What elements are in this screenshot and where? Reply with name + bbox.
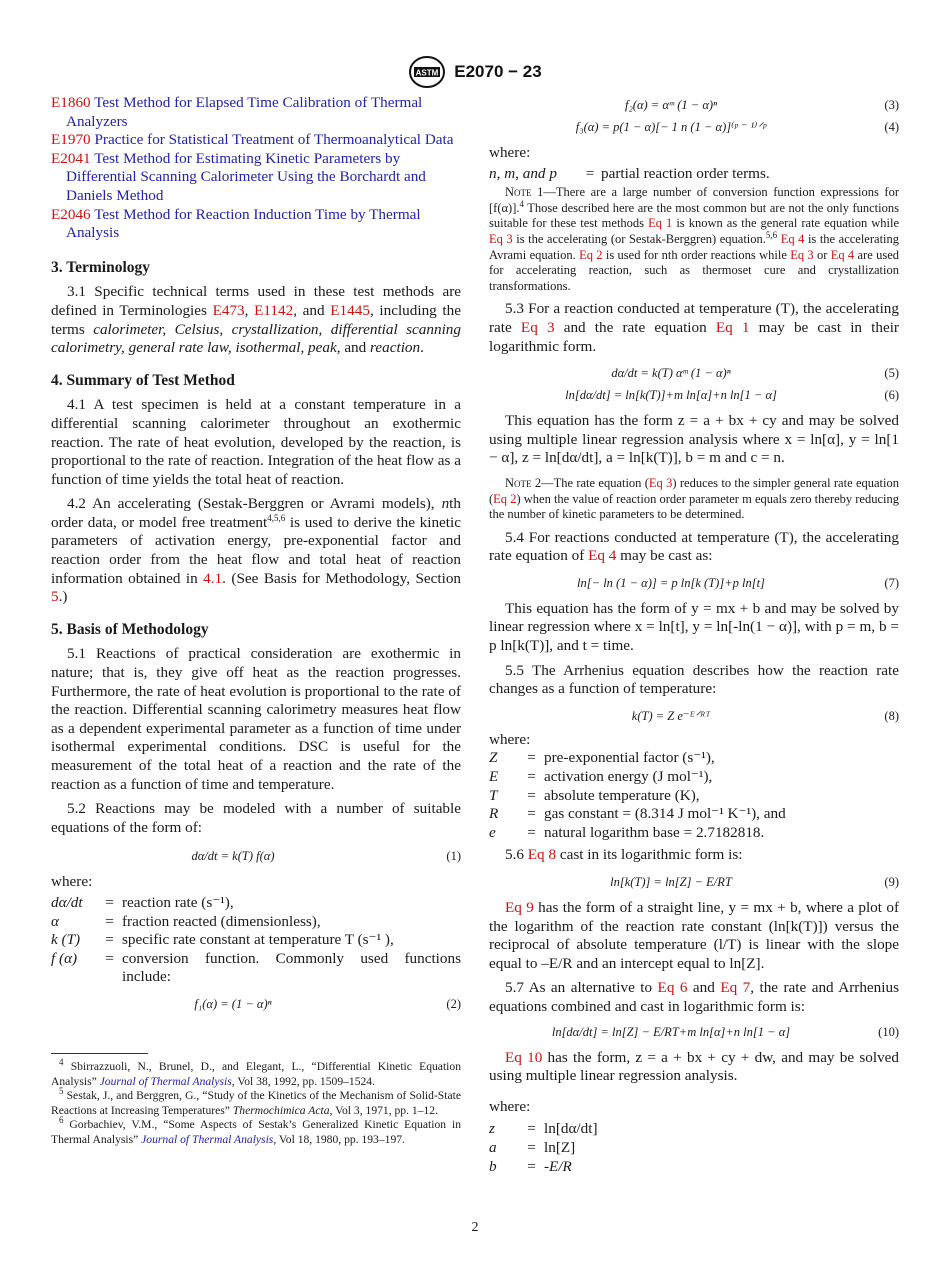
equation-6: ln[dα/dt] = ln[k(T)]+m ln[α]+n ln[1 − α] (6) [565, 388, 899, 403]
link-eq4[interactable]: Eq 4 [830, 247, 855, 262]
paragraph-4-2: 4.2 An accelerating (Sestak-Berggren or Avrami models), nth order data, or model free treatment$^{4,5,6}$ is used to derive the kinetic parameters of activation energy, pre-exponential factor and reaction order from the heat flow and total heat of reaction information obtained in 4.1. (See Basis for Methodology, Section 5.) [51, 495, 462, 606]
astm-logo-icon [408, 55, 446, 89]
definition-row: T = absolute temperature (K), [489, 786, 700, 804]
reference-item[interactable]: E2046 Test Method for Reaction Induction Time by Thermal Analysis [51, 205, 421, 242]
footnote-4: $^4$ Sbirrazzuoli, N., Brunel, D., and Elegant, L., “Differential Kinetic Equation Analysis” Journal of Thermal Analysis, Vol 38, 1992, pp. 1509–1524. [51, 1057, 461, 1088]
note-2: Note 2—The rate equation (Eq 3) reduces to the simpler general rate equation (Eq 2) when the value of reaction order parameter m equals zero thereby reducing the number of kinetic parameters to be determined. [489, 475, 899, 522]
paragraph-eq10: Eq 10 has the form, z = a + bx + cy + dw, and may be solved using multiple linear regression analysis. [489, 1048, 899, 1085]
right-column [489, 94, 899, 1176]
equation-7: ln[− ln (1 − α)] = p ln[k (T)]+p ln[t] (7) [577, 575, 899, 590]
link-eq9[interactable]: Eq 9 [505, 899, 534, 916]
link-eq8[interactable]: Eq 8 [527, 846, 557, 864]
where-label: where: [51, 873, 93, 891]
equation-10: ln[dα/dt] = ln[Z] − E/RT+m ln[α]+n ln[1 − α] (10) [551, 1024, 899, 1039]
definition-row: a = ln[Z] [489, 1138, 576, 1156]
where-label: where: [489, 1097, 531, 1115]
definition-row: E = activation energy (J mol⁻¹), [489, 768, 713, 786]
note-1: Note 1—There are a large number of conversion function expressions for [f(α)].$^4$ Those described here are the most common but are not the only functions suitable for these test methods Eq 1 is known as the general rate equation while Eq 3 is the accelerating (or Sestak-Berggren) equation.$^{5,6}$ Eq 4 is the accelerating Avrami equation. Eq 2 is used for nth order reactions while Eq 3 or Eq 4 are used for accelerating reaction, such as thermoset cure and crystallization transformations. [489, 185, 900, 293]
equation-1: dα/dt = k(T) f(α) (1) [191, 849, 461, 864]
footnote-5: $^5$ Sestak, J., and Berggren, G., “Study of the Kinetics of the Mechanism of Solid-State Reactions at Increasing Temperatures” Thermochimica Acta, Vol 3, 1971, pp. 1–12. [51, 1086, 461, 1117]
link-eq1[interactable]: Eq 1 [715, 318, 750, 336]
paragraph-5-3: 5.3 For a reaction conducted at temperature (T), the accelerating rate Eq 3 and the rate equation Eq 1 may be cast in their logarithmic form. [489, 300, 899, 355]
reference-list [51, 94, 461, 243]
reference-item[interactable]: E1860 Test Method for Elapsed Time Calibration of Thermal Analyzers [51, 94, 423, 130]
page-number: 2 [471, 1220, 479, 1235]
definition-list [51, 894, 461, 987]
definition-row: R = gas constant = (8.314 J mol⁻¹ K⁻¹), and [489, 805, 786, 823]
link-eq1[interactable]: Eq 1 [648, 216, 673, 231]
definition-list [489, 1120, 899, 1176]
link-eq3[interactable]: Eq 3 [790, 247, 814, 262]
footnote-rule [51, 1053, 148, 1054]
paragraph-5-6: 5.6 Eq 8 cast in its logarithmic form is: [505, 846, 743, 864]
section-heading-terminology: 3. Terminology [51, 258, 151, 276]
link-e1445[interactable]: E1445 [330, 301, 370, 319]
paragraph-eq9: Eq 9 has the form of a straight line, y = mx + b, where a plot of the logarithm of the reaction rate constant (ln[k(T)]) versus the reciprocal of absolute temperature (l/T) is linear with the slope equal to –E/R and an intercept equal to ln[Z]. [489, 899, 900, 972]
definition-row: k (T) = specific rate constant at temperature T (s⁻¹ ), [51, 931, 394, 949]
link-eq6[interactable]: Eq 6 [657, 979, 688, 997]
link-eq4[interactable]: Eq 4 [780, 231, 805, 246]
where-label: where: [489, 144, 531, 161]
definition-row: Z = pre-exponential factor (s⁻¹), [489, 749, 715, 767]
link-eq7[interactable]: Eq 7 [720, 979, 751, 997]
equation-9: ln[k(T)] = ln[Z] − E/RT (9) [610, 875, 899, 889]
equation-5: dα/dt = k(T) αᵐ (1 − α)ⁿ (5) [611, 366, 899, 381]
where-label: where: [489, 730, 531, 748]
paragraph-form-2: This equation has the form of y = mx + b and may be solved by linear regression where x = ln[t], y = ln[-ln(1 − α)], with p = m, b = p ln[k(T)], and t = time. [489, 599, 899, 655]
link-eq2[interactable]: Eq 2 [579, 247, 603, 262]
definition-row: α = fraction reacted (dimensionless), [51, 912, 321, 930]
footnote-6: $^6$ Gorbachiev, V.M., “Some Aspects of Sestak’s Generalized Kinetic Equation in Thermal Analysis” Journal of Thermal Analysis, Vol 18, 1980, pp. 193–197. [51, 1115, 461, 1146]
equation-8: k(T) = Z e⁻ᴱᐟᴿᵀ (8) [631, 708, 899, 723]
definition-row: dα/dt = reaction rate (s⁻¹), [51, 893, 234, 911]
link-eq3[interactable]: Eq 3 [489, 231, 513, 246]
paragraph-5-2: 5.2 Reactions may be modeled with a number of suitable equations of the form of: [51, 800, 461, 836]
link-eq2[interactable]: Eq 2 [493, 491, 517, 506]
section-heading-basis: 5. Basis of Methodology [51, 620, 209, 638]
link-section-5[interactable]: 5 [51, 588, 59, 606]
svg-text:ASTM: ASTM [415, 68, 439, 78]
link-eq3[interactable]: Eq 3 [520, 318, 555, 336]
equation-2: f₁(α) = (1 − α)ⁿ (2) [194, 996, 461, 1011]
link-eq10[interactable]: Eq 10 [505, 1048, 543, 1066]
equation-3: f₂(α) = αᵐ (1 − α)ⁿ (3) [624, 98, 899, 112]
link-e1142[interactable]: E1142 [254, 301, 294, 319]
paragraph-5-5: 5.5 The Arrhenius equation describes how the reaction rate changes as a function of temperature: [489, 661, 899, 698]
definition-row: n, m, and p = partial reaction order terms. [489, 164, 770, 182]
footnotes [51, 1057, 461, 1148]
paragraph-5-1: 5.1 Reactions of practical consideration are exothermic in nature; that is, they give off heat as the reaction progresses. Furthermore, the rate of heat evolution is proportional to the rate of the reaction. Differential scanning calorimetry measures heat flow as a dependent experimental parameter as a function of time under isothermal experimental conditions. DSC is useful for the measurement of the total heat of a reaction and the rate of the reaction as a function of time and temperature. [51, 645, 461, 793]
link-eq3[interactable]: Eq 3 [648, 475, 673, 490]
reference-item[interactable]: E1970 Practice for Statistical Treatment of Thermoanalytical Data [51, 131, 454, 149]
paragraph-5-4: 5.4 For reactions conducted at temperature (T), the accelerating rate equation of Eq 4 may be cast as: [489, 528, 899, 565]
paragraph-3-1: 3.1 Specific technical terms used in these test methods are defined in Terminologies E473, E1142, and E1445, including the terms calorimeter, Celsius, crystallization, differential scanning calorimetry, general rate law, isothermal, peak, and reaction. [51, 283, 461, 357]
link-eq4[interactable]: Eq 4 [588, 547, 617, 565]
link-4-1[interactable]: 4.1 [203, 569, 223, 587]
left-column [51, 94, 461, 1148]
equation-4: f₃(α) = p(1 − α)[− 1 n (1 − α)]⁽ᵖ ⁻ ¹⁾ᐟᵖ (4) [575, 120, 899, 134]
paragraph-form-1: This equation has the form z = a + bx + cy and may be solved using multiple linear regression analysis where x = ln[α], y = ln[1 − α], z = ln[dα/dt], a = ln[k(T)], b = m and c = n. [489, 412, 899, 467]
standard-code: E2070 − 23 [454, 62, 542, 81]
page-header [0, 55, 950, 89]
definition-row: e = natural logarithm base = 2.7182818. [489, 823, 765, 841]
definition-row: b = -E/R [489, 1157, 572, 1175]
section-heading-summary: 4. Summary of Test Method [51, 371, 235, 389]
definition-row: z = ln[dα/dt] [489, 1120, 598, 1138]
link-e473[interactable]: E473 [212, 301, 245, 319]
definition-row: f (α) = conversion function. Commonly used functions include: [51, 949, 461, 986]
definition-list [489, 749, 899, 842]
paragraph-5-7: 5.7 As an alternative to Eq 6 and Eq 7, the rate and Arrhenius equations combined and cast in logarithmic form is: [489, 979, 899, 1015]
reference-item[interactable]: E2041 Test Method for Estimating Kinetic Parameters by Differential Scanning Calorimeter Using the Borchardt and Daniels Method [51, 149, 426, 204]
paragraph-4-1: 4.1 A test specimen is held at a constant temperature in a differential scanning calorimeter throughout an exothermic reaction. The rate of heat evolution, developed by the reaction, is proportional to the rate of reaction. Integration of the heat flow as a function of time yields the total heat of reaction. [51, 396, 461, 488]
